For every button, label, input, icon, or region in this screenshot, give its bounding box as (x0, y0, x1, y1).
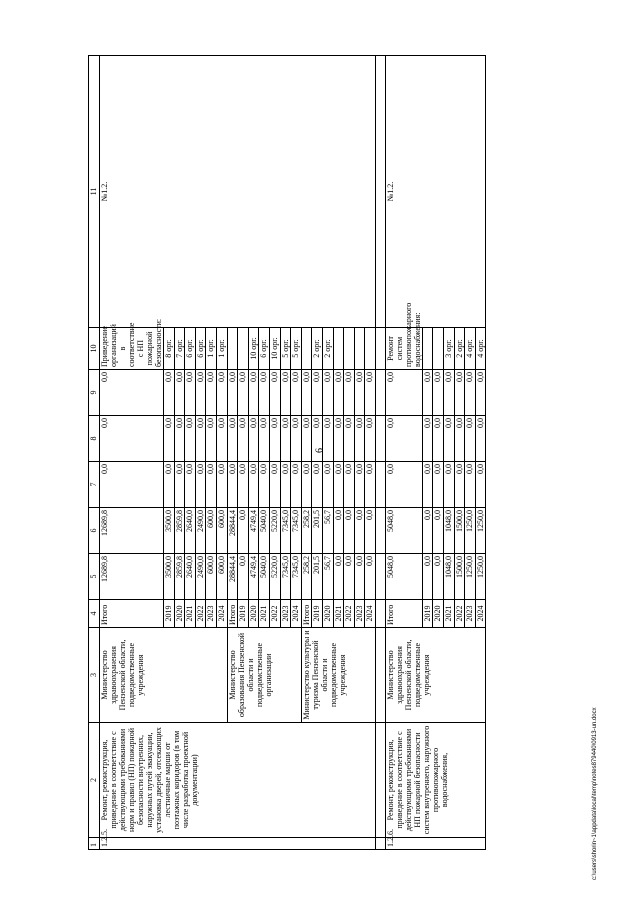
value-cell: 0,0 (269, 370, 280, 416)
value-cell: 0,0 (280, 462, 291, 508)
value-cell: 0,0 (195, 370, 206, 416)
value-cell: 0,0 (227, 462, 238, 508)
year-cell: 2019 (238, 600, 249, 628)
value-cell: 0,0 (344, 462, 355, 508)
value-cell: 0,0 (444, 462, 455, 508)
value-cell: 0,0 (354, 416, 365, 462)
value-cell: 0,0 (206, 370, 217, 416)
value-cell: 0,0 (291, 462, 302, 508)
value-cell: 2859,8 (174, 508, 185, 554)
col-header-8: 8 (89, 416, 100, 462)
header-row (89, 56, 100, 850)
value-cell: 56,7 (322, 554, 333, 600)
executor: Министерство образования Пензенской области и подведомственные организации (227, 628, 301, 723)
value-cell: 0,0 (433, 416, 444, 462)
value-cell: 0,0 (100, 416, 164, 462)
value-cell: 0,0 (344, 416, 355, 462)
year-cell: 2021 (444, 600, 455, 628)
executor: Министерство здравоохранения Пензенской области, подведомственные учреждения (385, 628, 486, 723)
value-cell: 0,0 (312, 462, 323, 508)
year-cell: 2021 (259, 600, 270, 628)
value-cell: 5048,0 (385, 508, 422, 554)
value-cell: 0,0 (195, 462, 206, 508)
result-count: 6 орг. (259, 328, 270, 370)
value-cell: 7345,0 (291, 508, 302, 554)
value-cell: 0,0 (100, 370, 164, 416)
value-cell: 0,0 (365, 554, 376, 600)
year-cell: 2024 (365, 600, 376, 628)
item-number: 1.2.5. (100, 838, 376, 850)
result-count: 6 орг. (185, 328, 196, 370)
value-cell: 5048,0 (385, 554, 422, 600)
value-cell: 0,0 (185, 416, 196, 462)
result-count: 7 орг. (174, 328, 185, 370)
value-cell: 0,0 (216, 462, 227, 508)
value-cell: 0,0 (227, 370, 238, 416)
value-cell: 0,0 (259, 462, 270, 508)
year-cell: 2023 (354, 600, 365, 628)
value-cell: 0,0 (322, 370, 333, 416)
year-cell: 2019 (164, 600, 175, 628)
table-row (385, 56, 422, 850)
value-cell: 0,0 (333, 508, 344, 554)
value-cell: 0,0 (454, 416, 465, 462)
year-cell: 2021 (185, 600, 196, 628)
value-cell: 0,0 (248, 416, 259, 462)
value-cell: 0,0 (422, 462, 433, 508)
value-cell: 0,0 (344, 370, 355, 416)
value-cell: 2490,0 (195, 554, 206, 600)
value-cell: 4749,4 (248, 508, 259, 554)
value-cell: 7345,0 (280, 508, 291, 554)
result-text: Ремонт систем противопожарного водоснабжения: (385, 328, 422, 370)
file-path-footer: c:\users\shorin~1\appdata\local\temp\notes879440\0913-un.docx (592, 707, 598, 880)
result-count (344, 328, 355, 370)
value-cell: 0,0 (238, 554, 249, 600)
value-cell: 0,0 (312, 370, 323, 416)
value-cell: 0,0 (259, 370, 270, 416)
result-count (365, 328, 376, 370)
year-cell: 2019 (312, 600, 323, 628)
value-cell: 56,7 (322, 508, 333, 554)
value-cell: 0,0 (291, 416, 302, 462)
value-cell: 2859,8 (174, 554, 185, 600)
value-cell: 600,0 (206, 554, 217, 600)
value-cell: 0,0 (164, 370, 175, 416)
value-cell: 0,0 (206, 462, 217, 508)
value-cell: 600,0 (216, 508, 227, 554)
result-count (333, 328, 344, 370)
item-name: Ремонт, реконструкция, приведение в соответствие с действующими требованиями норм и правил (НП) пожарной безопасности внутренних, наружных путей эвакуации, установка дверей, отсекающих лестничные марши от поэтажных коридоров (в том числе разработка проектной документации) (100, 723, 376, 838)
program-table (88, 55, 486, 850)
value-cell: 5220,0 (269, 554, 280, 600)
value-cell: 201,5 (312, 554, 323, 600)
value-cell: 0,0 (248, 370, 259, 416)
value-cell: 28844,4 (227, 554, 238, 600)
value-cell: 7345,0 (291, 554, 302, 600)
rotated-page (88, 55, 604, 850)
value-cell: 0,0 (164, 462, 175, 508)
value-cell: 0,0 (333, 416, 344, 462)
result-count (227, 328, 238, 370)
year-cell: 2023 (206, 600, 217, 628)
value-cell: 0,0 (465, 462, 476, 508)
value-cell: 3500,0 (164, 554, 175, 600)
year-cell: 2020 (174, 600, 185, 628)
value-cell: 0,0 (291, 370, 302, 416)
year-cell: 2024 (216, 600, 227, 628)
value-cell: 0,0 (454, 462, 465, 508)
year-cell: 2022 (269, 600, 280, 628)
value-cell: 0,0 (100, 462, 164, 508)
value-cell: 0,0 (433, 508, 444, 554)
value-cell: 0,0 (365, 370, 376, 416)
value-cell: 0,0 (385, 370, 422, 416)
year-cell: Итого (227, 600, 238, 628)
value-cell: 12689,8 (100, 508, 164, 554)
year-cell: 2019 (422, 600, 433, 628)
result-count: 5 орг. (291, 328, 302, 370)
value-cell: 600,0 (216, 554, 227, 600)
value-cell: 0,0 (354, 508, 365, 554)
value-cell: 0,0 (475, 462, 486, 508)
value-cell: 28844,4 (227, 508, 238, 554)
item-name: Ремонт, реконструкция, приведение в соответствие с действующими требованиями НП пожарной безопасности систем внутреннего, наружного противопожарного водоснабжения, (385, 723, 486, 838)
value-cell: 0,0 (174, 370, 185, 416)
result-count (301, 328, 312, 370)
value-cell: 1250,0 (475, 508, 486, 554)
col-header-2: 2 (89, 723, 100, 838)
value-cell: 0,0 (301, 370, 312, 416)
year-cell: 2022 (454, 600, 465, 628)
value-cell: 258,2 (301, 508, 312, 554)
value-cell: 0,0 (238, 416, 249, 462)
value-cell: 0,0 (422, 416, 433, 462)
value-cell: 0,0 (444, 370, 455, 416)
item-number: 1.2.6. (385, 838, 486, 850)
value-cell: 0,0 (365, 462, 376, 508)
value-cell: 0,0 (280, 370, 291, 416)
value-cell: 600,0 (206, 508, 217, 554)
result-count (354, 328, 365, 370)
value-cell: 2490,0 (195, 508, 206, 554)
value-cell: 0,0 (269, 416, 280, 462)
value-cell: 5040,0 (259, 554, 270, 600)
value-cell: 0,0 (444, 416, 455, 462)
value-cell: 0,0 (433, 554, 444, 600)
value-cell: 0,0 (195, 416, 206, 462)
col-header-5: 5 (89, 554, 100, 600)
col-header-1: 1 (89, 838, 100, 850)
result-count: 10 орг. (269, 328, 280, 370)
value-cell: 4749,4 (248, 554, 259, 600)
year-cell: 2021 (333, 600, 344, 628)
value-cell: 1250,0 (465, 554, 476, 600)
value-cell: 1048,0 (444, 508, 455, 554)
col-header-9: 9 (89, 370, 100, 416)
year-cell: Итого (100, 600, 164, 628)
value-cell: 0,0 (333, 462, 344, 508)
value-cell: 0,0 (238, 462, 249, 508)
year-cell: 2020 (248, 600, 259, 628)
year-cell: 2022 (195, 600, 206, 628)
value-cell: 1250,0 (465, 508, 476, 554)
year-cell: 2023 (280, 600, 291, 628)
value-cell: 0,0 (433, 462, 444, 508)
result-count: 2 орг. (312, 328, 323, 370)
value-cell: 0,0 (164, 416, 175, 462)
value-cell: 258,2 (301, 554, 312, 600)
value-cell: 0,0 (344, 508, 355, 554)
result-count (422, 328, 433, 370)
year-cell: 2023 (465, 600, 476, 628)
value-cell: 0,0 (475, 370, 486, 416)
value-cell: 7345,0 (280, 554, 291, 600)
value-cell: 0,0 (248, 462, 259, 508)
value-cell: 1250,0 (475, 554, 486, 600)
value-cell: 0,0 (227, 416, 238, 462)
value-cell: 0,0 (174, 462, 185, 508)
year-cell: 2024 (475, 600, 486, 628)
executor: Министерство здравоохранения Пензенской области, подведомственные учреждения (100, 628, 228, 723)
year-cell: 2020 (433, 600, 444, 628)
value-cell: 0,0 (454, 370, 465, 416)
value-cell: 0,0 (322, 462, 333, 508)
result-count: 1 орг. (216, 328, 227, 370)
value-cell: 0,0 (174, 416, 185, 462)
value-cell: 0,0 (216, 370, 227, 416)
value-cell: 0,0 (185, 462, 196, 508)
value-cell: 5220,0 (269, 508, 280, 554)
value-cell: 0,0 (322, 416, 333, 462)
value-cell: 0,0 (365, 416, 376, 462)
year-cell: Итого (385, 600, 422, 628)
value-cell: 0,0 (333, 554, 344, 600)
value-cell: 0,0 (333, 370, 344, 416)
year-cell: 2020 (322, 600, 333, 628)
executor: Министерство культуры и туризма Пензенской области и подведомственные учреждения (301, 628, 375, 723)
value-cell: 2640,0 (185, 554, 196, 600)
value-cell: 0,0 (433, 370, 444, 416)
year-cell: Итого (301, 600, 312, 628)
result-count: 6 орг. (195, 328, 206, 370)
value-cell: 0,0 (365, 508, 376, 554)
result-count: 3 орг. (444, 328, 455, 370)
col-header-6: 6 (89, 508, 100, 554)
value-cell: 12689,8 (100, 554, 164, 600)
result-count: 1 орг. (206, 328, 217, 370)
value-cell: 0,0 (354, 370, 365, 416)
value-cell: 0,0 (216, 416, 227, 462)
result-text: Приведение организаций в соответствие с НП пожарной безопасности: (100, 328, 164, 370)
value-cell: 2640,0 (185, 508, 196, 554)
value-cell: 0,0 (185, 370, 196, 416)
reference: №1.2. (100, 56, 376, 328)
value-cell: 0,0 (312, 416, 323, 462)
value-cell: 0,0 (354, 554, 365, 600)
result-count: 2 орг. (454, 328, 465, 370)
value-cell: 0,0 (465, 370, 476, 416)
value-cell: 0,0 (354, 462, 365, 508)
result-count: 2 орг. (322, 328, 333, 370)
value-cell: 0,0 (385, 416, 422, 462)
value-cell: 0,0 (465, 416, 476, 462)
value-cell: 0,0 (280, 416, 291, 462)
result-count: 5 орг. (280, 328, 291, 370)
value-cell: 0,0 (385, 462, 422, 508)
col-header-3: 3 (89, 628, 100, 723)
result-count (238, 328, 249, 370)
value-cell: 0,0 (238, 370, 249, 416)
col-header-7: 7 (89, 462, 100, 508)
result-count (433, 328, 444, 370)
value-cell: 1500,0 (454, 554, 465, 600)
value-cell: 0,0 (301, 416, 312, 462)
value-cell: 0,0 (422, 370, 433, 416)
col-header-11: 11 (89, 56, 100, 328)
result-count: 4 орг. (465, 328, 476, 370)
value-cell: 1048,0 (444, 554, 455, 600)
value-cell: 0,0 (475, 416, 486, 462)
result-count: 8 орг. (164, 328, 175, 370)
value-cell: 5040,0 (259, 508, 270, 554)
year-cell: 2022 (344, 600, 355, 628)
value-cell: 0,0 (238, 508, 249, 554)
value-cell: 0,0 (344, 554, 355, 600)
table-row (100, 56, 164, 850)
page-number: 6 (314, 448, 326, 453)
spacer-row (375, 56, 385, 850)
value-cell: 201,5 (312, 508, 323, 554)
value-cell: 0,0 (301, 462, 312, 508)
value-cell: 0,0 (422, 508, 433, 554)
value-cell: 0,0 (269, 462, 280, 508)
col-header-10: 10 (89, 328, 100, 370)
result-count: 10 орг. (248, 328, 259, 370)
value-cell: 0,0 (206, 416, 217, 462)
value-cell: 0,0 (422, 554, 433, 600)
result-count: 4 орг. (475, 328, 486, 370)
reference: №1.2. (385, 56, 486, 328)
year-cell: 2024 (291, 600, 302, 628)
value-cell: 3500,0 (164, 508, 175, 554)
value-cell: 0,0 (259, 416, 270, 462)
value-cell: 1500,0 (454, 508, 465, 554)
col-header-4: 4 (89, 600, 100, 628)
